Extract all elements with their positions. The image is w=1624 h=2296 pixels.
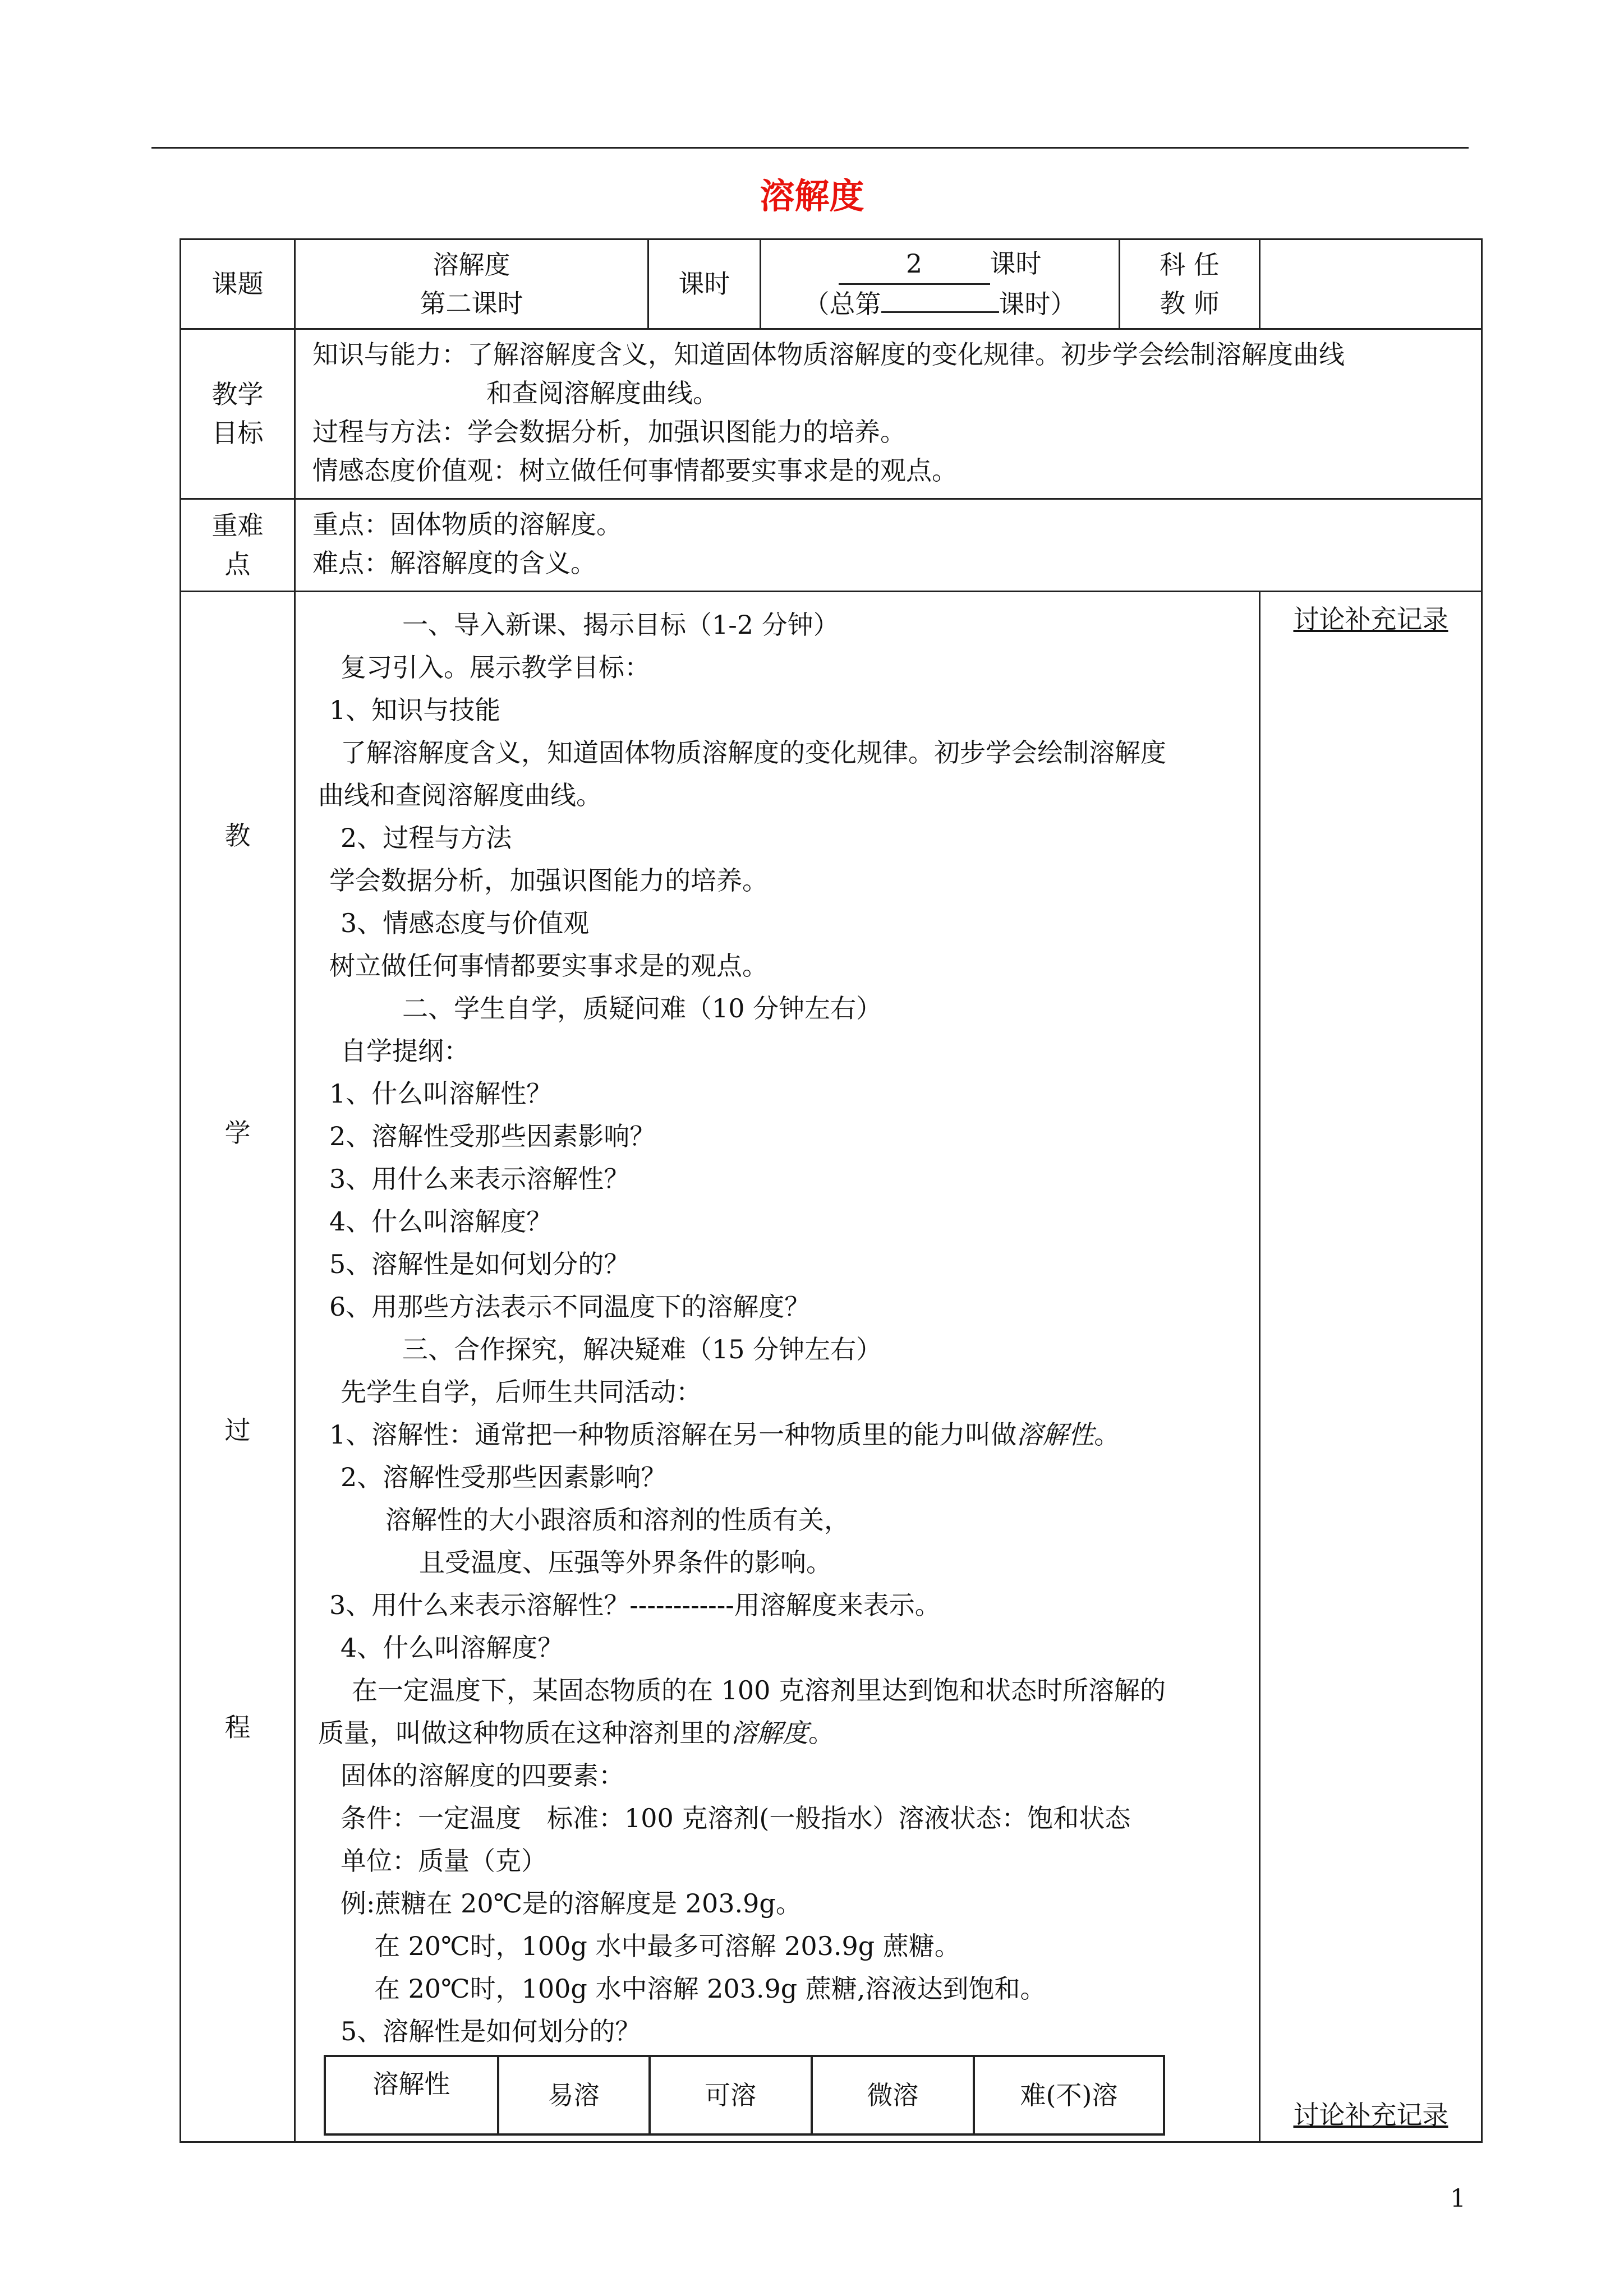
process-line: 3、用什么来表示溶解性？------------用溶解度来表示。 xyxy=(329,1590,941,1620)
topic-label: 课题 xyxy=(181,239,295,329)
process-line: 学会数据分析，加强识图能力的培养。 xyxy=(329,865,768,896)
total-blank xyxy=(881,311,999,313)
process-line: 先学生自学，后师生共同活动： xyxy=(341,1377,702,1407)
process-label-char: 过 xyxy=(224,1415,251,1445)
process-line: 2、溶解性受那些因素影响？ xyxy=(341,1462,667,1492)
process-label-char: 程 xyxy=(224,1712,251,1742)
objectives-label: 教学 目标 xyxy=(181,329,295,499)
topic-value xyxy=(295,239,648,329)
process-label xyxy=(181,592,295,2142)
process-line: 例:蔗糖在 20℃是的溶解度是 203.9g。 xyxy=(341,1888,802,1919)
process-line: 溶解性的大小跟溶质和溶剂的性质有关， xyxy=(385,1505,850,1535)
objectives-row xyxy=(181,329,1482,499)
process-line: 5、溶解性是如何划分的？ xyxy=(341,2016,641,2046)
discussion-record-column xyxy=(1260,592,1482,2142)
header-row xyxy=(181,239,1482,329)
process-row xyxy=(181,592,1482,2142)
section-heading: 三、合作探究，解决疑难（15 分钟左右） xyxy=(402,1334,882,1364)
section-heading: 一、导入新课、揭示目标（1-2 分钟） xyxy=(402,610,839,640)
key-points-content xyxy=(295,499,1482,592)
process-label-char: 教 xyxy=(224,820,251,851)
section-heading: 二、学生自学，质疑问难（10 分钟左右） xyxy=(402,993,882,1023)
process-line: 2、溶解性受那些因素影响？ xyxy=(329,1121,656,1151)
objectives-content xyxy=(295,329,1482,499)
teacher-label xyxy=(1120,239,1260,329)
objective-line: 情感态度价值观：树立做任何事情都要实事求是的观点。 xyxy=(312,455,958,486)
process-line: 曲线和查阅溶解度曲线。 xyxy=(318,780,602,810)
hours-value-cell xyxy=(761,239,1120,329)
teacher-value xyxy=(1260,239,1482,329)
process-line: 自学提纲： xyxy=(341,1036,470,1066)
discussion-record-label: 讨论补充记录 xyxy=(1293,2100,1448,2130)
hours-line xyxy=(761,245,1119,285)
key-point-focus: 重点：固体物质的溶解度。 xyxy=(312,509,622,540)
process-line: 条件：一定温度 标准：100 克溶剂(一般指水）溶液状态：饱和状态 xyxy=(341,1803,1131,1833)
solubility-classification-table xyxy=(324,2055,1165,2136)
solubility-class-cell: 微溶 xyxy=(812,2056,974,2134)
process-line: 树立做任何事情都要实事求是的观点。 xyxy=(329,951,768,981)
top-rule xyxy=(151,147,1469,149)
process-line: 单位：质量（克） xyxy=(341,1846,547,1876)
process-line: 1、溶解性：通常把一种物质溶解在另一种物质里的能力叫做溶解性。 xyxy=(329,1419,1120,1450)
process-line: 质量，叫做这种物质在这种溶剂里的溶解度。 xyxy=(318,1718,834,1748)
total-hours-line xyxy=(761,285,1119,324)
total-prefix: （总第 xyxy=(803,289,881,319)
teacher-label-line2: 教 师 xyxy=(1160,288,1220,319)
process-line: 复习引入。展示教学目标： xyxy=(341,652,650,683)
process-line: 1、知识与技能 xyxy=(329,695,501,725)
hours-unit: 课时 xyxy=(990,248,1042,279)
term-solubility: 溶解性 xyxy=(1016,1419,1094,1450)
topic-value-line1: 溶解度 xyxy=(433,249,510,280)
process-line: 在 20℃时，100g 水中溶解 203.9g 蔗糖,溶液达到饱和。 xyxy=(374,1974,1046,2004)
topic-value-line2: 第二课时 xyxy=(420,288,523,319)
key-point-difficulty: 难点：解溶解度的含义。 xyxy=(312,548,596,578)
teacher-label-line1: 科 任 xyxy=(1160,249,1220,280)
process-label-char: 学 xyxy=(224,1118,251,1148)
process-line: 了解溶解度含义，知道固体物质溶解度的变化规律。初步学会绘制溶解度 xyxy=(341,737,1166,768)
process-line: 4、什么叫溶解度？ xyxy=(329,1206,553,1237)
process-line: 5、溶解性是如何划分的？ xyxy=(329,1249,630,1279)
objective-line: 知识与能力：了解溶解度含义，知道固体物质溶解度的变化规律。初步学会绘制溶解度曲线 xyxy=(312,339,1345,370)
page-title: 溶解度 xyxy=(760,176,864,216)
process-line: 固体的溶解度的四要素： xyxy=(341,1760,624,1791)
process-line: 6、用那些方法表示不同温度下的溶解度？ xyxy=(329,1292,811,1322)
solubility-class-cell: 易溶 xyxy=(498,2056,650,2134)
process-content xyxy=(295,592,1260,2142)
key-points-row xyxy=(181,499,1482,592)
hours-blank: 2 xyxy=(839,245,990,285)
key-points-label: 重难 点 xyxy=(181,499,295,592)
discussion-record-label: 讨论补充记录 xyxy=(1293,604,1448,634)
process-line: 在 20℃时，100g 水中最多可溶解 203.9g 蔗糖。 xyxy=(374,1931,960,1961)
process-line: 且受温度、压强等外界条件的影响。 xyxy=(419,1547,832,1578)
objective-line: 过程与方法：学会数据分析，加强识图能力的培养。 xyxy=(312,417,906,447)
objective-line: 和查阅溶解度曲线。 xyxy=(486,378,719,408)
process-line: 2、过程与方法 xyxy=(341,823,512,853)
process-line: 3、用什么来表示溶解性？ xyxy=(329,1164,630,1194)
process-line: 4、什么叫溶解度？ xyxy=(341,1633,564,1663)
process-line: 在一定温度下，某固态物质的在 100 克溶剂里达到饱和状态时所溶解的 xyxy=(352,1675,1166,1705)
page-number: 1 xyxy=(1450,2184,1466,2213)
process-line: 1、什么叫溶解性？ xyxy=(329,1078,553,1109)
solubility-class-cell: 难(不)溶 xyxy=(974,2056,1164,2134)
hours-label: 课时 xyxy=(648,239,761,329)
total-suffix: 课时） xyxy=(999,289,1076,319)
solubility-class-cell: 可溶 xyxy=(650,2056,812,2134)
lesson-plan-table xyxy=(180,238,1483,2143)
solubility-header-cell: 溶解性 xyxy=(325,2056,498,2134)
term-solubility-degree: 溶解度 xyxy=(731,1718,808,1748)
process-line: 3、情感态度与价值观 xyxy=(341,908,590,938)
